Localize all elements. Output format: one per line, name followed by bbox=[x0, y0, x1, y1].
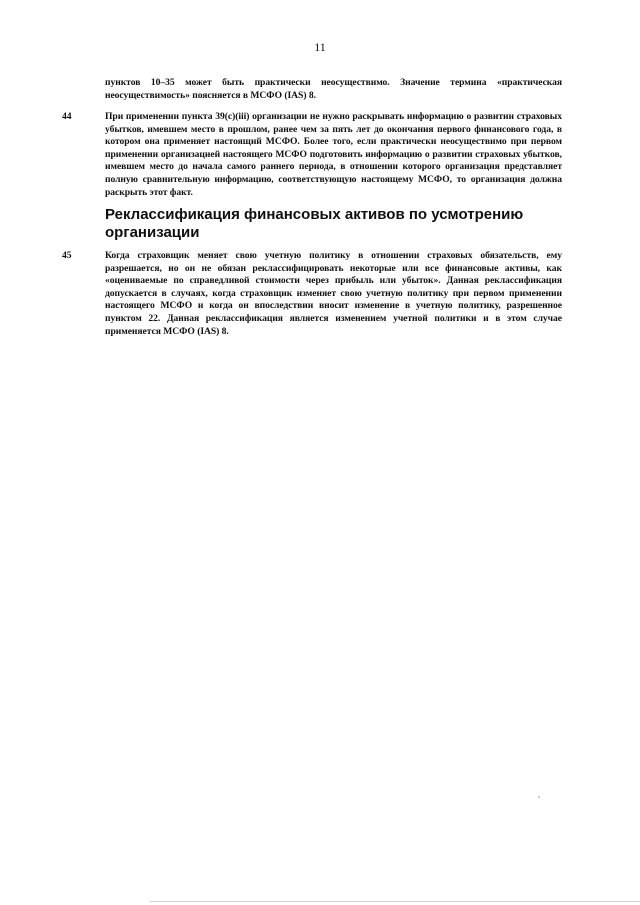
paragraph-44-text: При применении пункта 39(c)(iii) организации не нужно раскрывать информацию о развитии страховых убытков, имевшем место в прошлом, ранее чем за пять лет до окончания первого финансового года, в котором она применяет настоящий МСФО. Более того, если практически неосуществимо при первом применении организацией настоящего МСФО подготовить информацию о развитии страховых убытков, имевшем место до начала самого раннего периода, в отношении которого организация представляет полную сравнительную информацию, соответствующую настоящему МСФО, то организация должна раскрыть этот факт. bbox=[105, 111, 562, 198]
section-heading: Реклассификация финансовых активов по усмотрению организации bbox=[105, 206, 524, 241]
continuation-paragraph: пунктов 10–35 может быть практически неосуществимо. Значение термина «практическая неосуществимость» поясняется в МСФО (IAS) 8. bbox=[105, 77, 562, 101]
paragraph-number-44: 44 bbox=[62, 111, 72, 122]
paragraph-number-45: 45 bbox=[62, 250, 72, 261]
paragraph-45-text: Когда страховщик меняет свою учетную политику в отношении страховых обязательств, ему разрешается, но он не обязан реклассифицировать некоторые или все финансовые активы, как «оцениваемые по справедливой стоимости через прибыль или убыток». Данная реклассификация допускается в случаях, когда страховщик изменяет свою учетную политику при первом применении настоящего МСФО и когда он впоследствии вносит изменение в учетную политику, разрешенное пунктом 22. Данная реклассификация является изменением учетной политики и в этом случае применяется МСФО (IAS) 8. bbox=[105, 250, 562, 337]
scan-speck bbox=[538, 796, 540, 798]
page-number: 11 bbox=[314, 40, 326, 54]
scan-edge-line bbox=[150, 901, 640, 902]
